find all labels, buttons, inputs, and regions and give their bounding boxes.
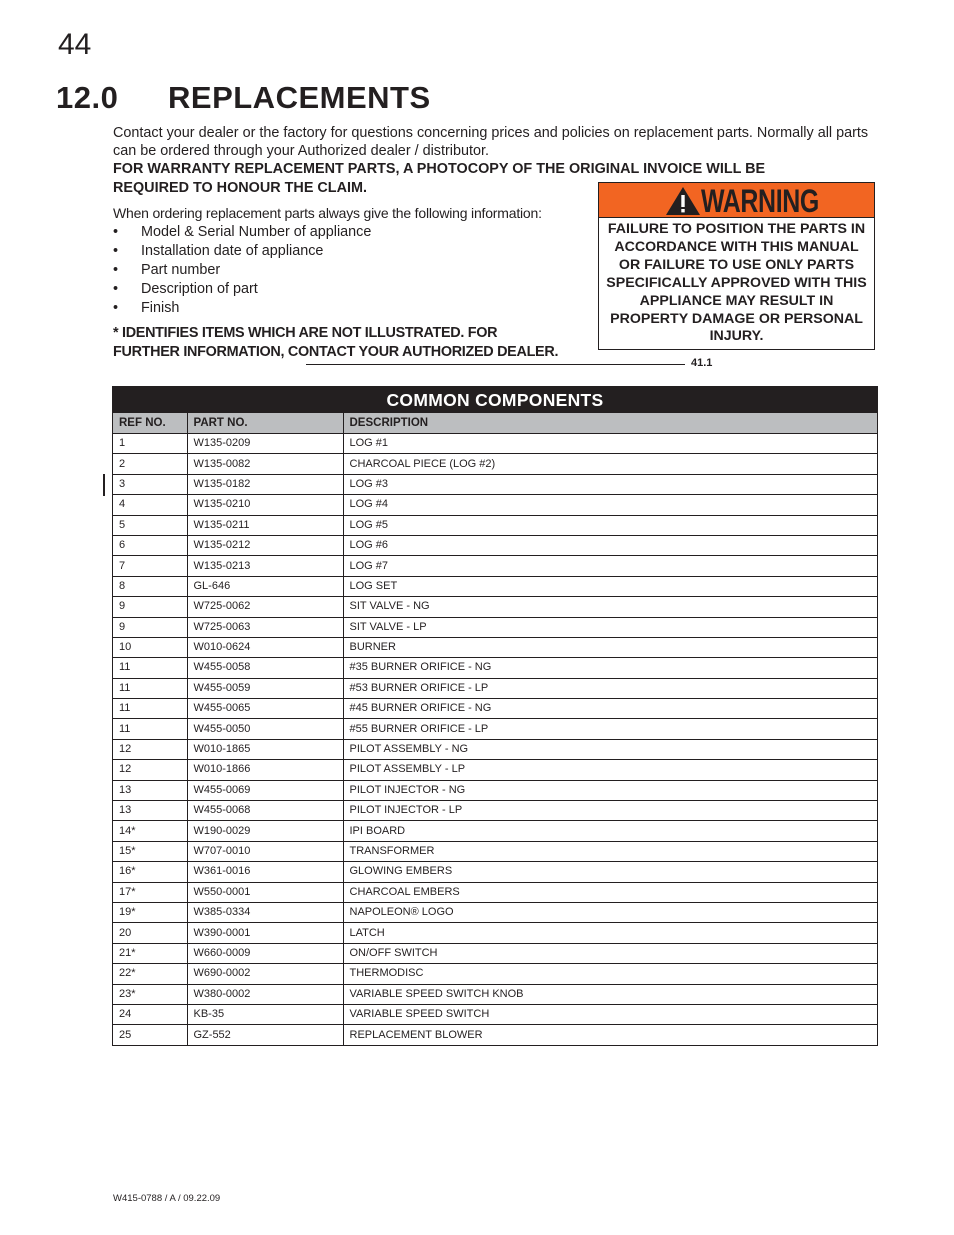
part-no-cell: W380-0002	[187, 984, 343, 1004]
description-cell: LOG SET	[343, 576, 877, 596]
ref-no-cell: 12	[113, 760, 187, 780]
list-item: • Installation date of appliance	[113, 242, 371, 261]
table-row	[113, 658, 877, 678]
part-no-cell: W455-0069	[187, 780, 343, 800]
ref-no-cell: 2	[113, 454, 187, 474]
table-row	[113, 719, 877, 739]
description-cell: SIT VALVE - LP	[343, 617, 877, 637]
warning-heading: WARNING	[701, 183, 819, 219]
ref-no-cell: 22*	[113, 964, 187, 984]
ref-no-cell: 14*	[113, 821, 187, 841]
table-row	[113, 801, 877, 821]
description-cell: IPI BOARD	[343, 821, 877, 841]
part-no-cell: W455-0050	[187, 719, 343, 739]
ref-no-cell: 6	[113, 535, 187, 555]
description-cell: GLOWING EMBERS	[343, 862, 877, 882]
table-row	[113, 984, 877, 1004]
ref-no-cell: 20	[113, 923, 187, 943]
table-row	[113, 535, 877, 555]
table-row	[113, 495, 877, 515]
column-header-description: DESCRIPTION	[343, 413, 877, 434]
part-no-cell: KB-35	[187, 1004, 343, 1024]
description-cell: VARIABLE SPEED SWITCH	[343, 1004, 877, 1024]
ref-no-cell: 10	[113, 637, 187, 657]
section-title-text: REPLACEMENTS	[168, 80, 431, 115]
note-line-1: * IDENTIFIES ITEMS WHICH ARE NOT ILLUSTRATED. FOR	[113, 325, 498, 341]
description-cell: LOG #6	[343, 535, 877, 555]
part-no-cell: W385-0334	[187, 902, 343, 922]
part-no-cell: W135-0212	[187, 535, 343, 555]
list-item: • Model & Serial Number of appliance	[113, 223, 371, 242]
not-illustrated-note	[113, 324, 603, 362]
table-row	[113, 597, 877, 617]
description-cell: LATCH	[343, 923, 877, 943]
description-cell: REPLACEMENT BLOWER	[343, 1025, 877, 1045]
description-cell: LOG #4	[343, 495, 877, 515]
description-cell: #35 BURNER ORIFICE - NG	[343, 658, 877, 678]
part-no-cell: W660-0009	[187, 943, 343, 963]
table-row	[113, 1004, 877, 1024]
warning-triangle-icon	[665, 186, 701, 216]
revision-change-bar	[103, 474, 105, 496]
parts-table	[112, 386, 878, 1046]
table-row	[113, 617, 877, 637]
document-code: W415-0788 / A / 09.22.09	[113, 1193, 221, 1204]
description-cell: PILOT ASSEMBLY - NG	[343, 739, 877, 759]
table-row	[113, 1025, 877, 1045]
table-row	[113, 780, 877, 800]
part-no-cell: W135-0182	[187, 474, 343, 494]
table-row	[113, 515, 877, 535]
part-no-cell: W135-0082	[187, 454, 343, 474]
ref-no-cell: 7	[113, 556, 187, 576]
ref-no-cell: 13	[113, 801, 187, 821]
table-row	[113, 699, 877, 719]
part-no-cell: W135-0210	[187, 495, 343, 515]
list-item: • Part number	[113, 261, 371, 280]
page-number: 44	[58, 28, 92, 61]
ref-no-cell: 21*	[113, 943, 187, 963]
part-no-cell: W550-0001	[187, 882, 343, 902]
part-no-cell: W010-0624	[187, 637, 343, 657]
description-cell: TRANSFORMER	[343, 841, 877, 861]
description-cell: LOG #7	[343, 556, 877, 576]
part-no-cell: W707-0010	[187, 841, 343, 861]
intro-paragraph: Contact your dealer or the factory for questions concerning prices and policies on replacement parts. Normally all parts can be ordered through your Authorized dealer / distributor.	[113, 125, 869, 159]
ref-no-cell: 5	[113, 515, 187, 535]
ref-no-cell: 9	[113, 617, 187, 637]
description-cell: LOG #3	[343, 474, 877, 494]
ref-no-cell: 24	[113, 1004, 187, 1024]
section-number: 12.0	[56, 80, 119, 115]
column-header-part-no: PART NO.	[187, 413, 343, 434]
description-cell: ON/OFF SWITCH	[343, 943, 877, 963]
part-no-cell: W690-0002	[187, 964, 343, 984]
ref-no-cell: 19*	[113, 902, 187, 922]
part-no-cell: W455-0065	[187, 699, 343, 719]
description-cell: LOG #5	[343, 515, 877, 535]
description-cell: VARIABLE SPEED SWITCH KNOB	[343, 984, 877, 1004]
ref-no-cell: 12	[113, 739, 187, 759]
figure-label: 41.1	[691, 357, 713, 369]
table-row	[113, 556, 877, 576]
table-row	[113, 862, 877, 882]
part-no-cell: W455-0059	[187, 678, 343, 698]
note-line-2: FURTHER INFORMATION, CONTACT YOUR AUTHORIZED DEALER.	[113, 344, 559, 360]
part-no-cell: W010-1865	[187, 739, 343, 759]
description-cell: BURNER	[343, 637, 877, 657]
part-no-cell: W010-1866	[187, 760, 343, 780]
part-no-cell: GL-646	[187, 576, 343, 596]
ref-no-cell: 15*	[113, 841, 187, 861]
description-cell: CHARCOAL EMBERS	[343, 882, 877, 902]
description-cell: PILOT INJECTOR - LP	[343, 801, 877, 821]
warning-box	[598, 182, 875, 350]
description-cell: NAPOLEON® LOGO	[343, 902, 877, 922]
table-row	[113, 943, 877, 963]
description-cell: PILOT ASSEMBLY - LP	[343, 760, 877, 780]
list-item: • Description of part	[113, 280, 371, 299]
ref-no-cell: 11	[113, 658, 187, 678]
part-no-cell: GZ-552	[187, 1025, 343, 1045]
description-cell: #55 BURNER ORIFICE - LP	[343, 719, 877, 739]
ref-no-cell: 11	[113, 699, 187, 719]
table-row	[113, 882, 877, 902]
table-row	[113, 902, 877, 922]
part-no-cell: W725-0063	[187, 617, 343, 637]
table-row	[113, 739, 877, 759]
part-no-cell: W455-0058	[187, 658, 343, 678]
description-cell: PILOT INJECTOR - NG	[343, 780, 877, 800]
part-no-cell: W135-0211	[187, 515, 343, 535]
part-no-cell: W455-0068	[187, 801, 343, 821]
part-no-cell: W135-0213	[187, 556, 343, 576]
warning-header	[599, 183, 874, 218]
ref-no-cell: 11	[113, 719, 187, 739]
section-title	[56, 80, 431, 116]
ref-no-cell: 17*	[113, 882, 187, 902]
table-row	[113, 637, 877, 657]
ref-no-cell: 3	[113, 474, 187, 494]
description-cell: LOG #1	[343, 434, 877, 454]
ref-no-cell: 25	[113, 1025, 187, 1045]
ref-no-cell: 1	[113, 434, 187, 454]
description-cell: #45 BURNER ORIFICE - NG	[343, 699, 877, 719]
warning-text: FAILURE TO POSITION THE PARTS IN ACCORDANCE WITH THIS MANUAL OR FAILURE TO USE ONLY PARTS SPECIFICALLY APPROVED WITH THIS APPLIANCE MAY RESULT IN PROPERTY DAMAGE OR PERSONAL INJURY.	[606, 221, 867, 345]
table-row	[113, 841, 877, 861]
figure-rule	[306, 364, 685, 365]
table-row	[113, 760, 877, 780]
ref-no-cell: 4	[113, 495, 187, 515]
ordering-intro: When ordering replacement parts always give the following information:	[113, 205, 542, 221]
column-header-ref-no: REF NO.	[113, 413, 187, 434]
ref-no-cell: 8	[113, 576, 187, 596]
part-no-cell: W361-0016	[187, 862, 343, 882]
table-title: COMMON COMPONENTS	[113, 387, 877, 413]
description-cell: SIT VALVE - NG	[343, 597, 877, 617]
ref-no-cell: 16*	[113, 862, 187, 882]
ref-no-cell: 11	[113, 678, 187, 698]
part-no-cell: W190-0029	[187, 821, 343, 841]
list-item: • Finish	[113, 299, 371, 318]
part-no-cell: W725-0062	[187, 597, 343, 617]
part-no-cell: W135-0209	[187, 434, 343, 454]
part-no-cell: W390-0001	[187, 923, 343, 943]
ref-no-cell: 23*	[113, 984, 187, 1004]
ordering-info-list	[113, 223, 371, 318]
warranty-line-1: FOR WARRANTY REPLACEMENT PARTS, A PHOTOCOPY OF THE ORIGINAL INVOICE WILL BE	[113, 161, 766, 177]
table-row	[113, 678, 877, 698]
table-row	[113, 821, 877, 841]
parts-grid	[113, 413, 877, 1045]
table-row	[113, 454, 877, 474]
description-cell: CHARCOAL PIECE (LOG #2)	[343, 454, 877, 474]
description-cell: #53 BURNER ORIFICE - LP	[343, 678, 877, 698]
ref-no-cell: 9	[113, 597, 187, 617]
warranty-line-2: REQUIRED TO HONOUR THE CLAIM.	[113, 180, 367, 196]
table-row	[113, 434, 877, 454]
description-cell: THERMODISC	[343, 964, 877, 984]
ref-no-cell: 13	[113, 780, 187, 800]
table-row	[113, 923, 877, 943]
table-row	[113, 576, 877, 596]
table-header-row	[113, 413, 877, 434]
table-body	[113, 434, 877, 1045]
table-row	[113, 474, 877, 494]
table-row	[113, 964, 877, 984]
